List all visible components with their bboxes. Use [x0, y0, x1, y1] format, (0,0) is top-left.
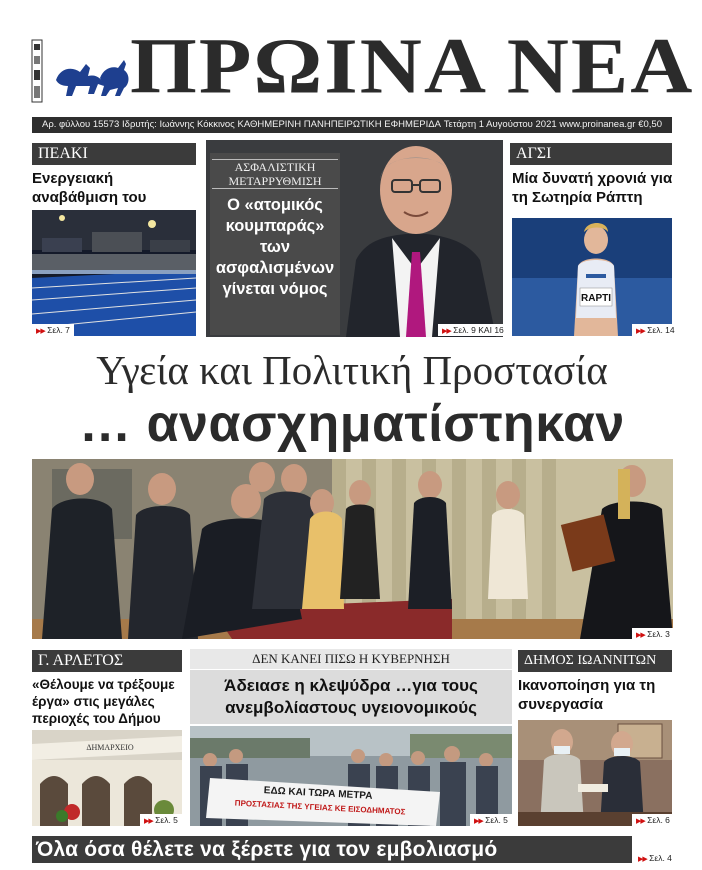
price-text: €0,50	[638, 119, 662, 130]
page-ref-main[interactable]	[632, 628, 674, 640]
bottom-center-headline[interactable]: Άδειασε η κλεψύδρα …για τους ανεμβολίαστους υγειονομικούς	[190, 670, 512, 724]
masthead-info-bar	[32, 117, 672, 133]
issue-number: Αρ. φύλλου 15573	[42, 119, 120, 130]
founder-text: Ιδρυτής: Ιωάννης Κόκκινος	[122, 119, 235, 130]
page-ref-text: Σελ. 5	[155, 815, 178, 825]
feature-text-panel	[210, 153, 340, 335]
arrow-icon: ▶▶	[144, 818, 153, 825]
top-right-headline[interactable]: Μία δυνατή χρονιά για τη Σωτηρία Ράπτη	[512, 170, 673, 206]
top-left-headline[interactable]: Ενεργειακή αναβάθμιση του	[32, 170, 147, 206]
tagline-text: ΚΑΘΗΜΕΡΙΝΗ ΠΑΝΗΠΕΙΡΩΤΙΚΗ ΕΦΗΜΕΡΙΔΑ	[237, 119, 441, 130]
swearing-in-ceremony-photo	[32, 459, 673, 639]
newspaper-logo-emblem	[30, 38, 140, 110]
section-label-agsi: ΑΓΣΙ	[510, 143, 672, 165]
page-ref-text: Σελ. 9 ΚΑΙ 16	[453, 325, 504, 335]
arrow-icon: ▶▶	[442, 328, 451, 335]
page-ref-top-center[interactable]	[438, 324, 508, 336]
feature-kicker	[210, 153, 340, 189]
bib-text: RAPTI	[581, 293, 611, 304]
website-text: www.proinanea.gr	[559, 119, 636, 130]
arrow-icon: ▶▶	[638, 856, 647, 863]
protest-photo	[190, 726, 512, 826]
pool-photo	[32, 210, 196, 336]
town-hall-photo	[32, 730, 182, 826]
page-ref-text: Σελ. 3	[647, 629, 670, 639]
page-ref-text: Σελ. 5	[485, 815, 508, 825]
arrow-icon: ▶▶	[474, 818, 483, 825]
banner-line2: ΠΡΟΣΤΑΣΙΑΣ ΤΗΣ ΥΓΕΙΑΣ ΚΕ ΕΙΣΟΔΗΜΑΤΟΣ	[234, 798, 406, 817]
newspaper-masthead-title: ΠΡΩΙΝΑ ΝΕΑ	[130, 21, 695, 111]
section-label-peaki: ΠΕΑΚΙ	[32, 143, 196, 165]
arrow-icon: ▶▶	[36, 328, 45, 335]
page-ref-text: Σελ. 14	[647, 325, 675, 335]
arrow-icon: ▶▶	[636, 818, 645, 825]
page-ref-footer[interactable]	[634, 852, 676, 864]
page-ref-text: Σελ. 7	[47, 325, 70, 335]
arrow-icon: ▶▶	[636, 328, 645, 335]
meeting-photo	[518, 720, 672, 826]
bottom-left-headline[interactable]: «Θέλουμε να τρέξουμε έργα» στις μεγάλες περιοχές του Δήμου	[32, 677, 175, 726]
page-ref-bottom-right[interactable]	[632, 814, 674, 826]
main-headline-line2[interactable]: … ανασχηματίστηκαν	[79, 395, 625, 453]
section-label-arletos: Γ. ΑΡΛΕΤΟΣ	[32, 650, 182, 672]
page-ref-text: Σελ. 4	[649, 853, 672, 863]
issue-date: Τετάρτη 1 Αυγούστου 2021	[443, 119, 557, 130]
section-label-dimos-ioannitwn: ΔΗΜΟΣ ΙΩΑΝΝΙΤΩΝ	[518, 650, 672, 672]
building-sign-text: ΔΗΜΑΡΧΕΙΟ	[86, 743, 134, 752]
page-ref-top-right[interactable]	[632, 324, 679, 336]
bottom-right-headline[interactable]: Ικανοποίηση για τη συνεργασία	[518, 677, 656, 713]
arrow-icon: ▶▶	[636, 632, 645, 639]
feature-headline[interactable]: Ο «ατομικός κουμπαράς» των ασφαλισμένων γίνεται νόμος	[215, 196, 335, 298]
bottom-center-kicker: ΔΕΝ ΚΑΝΕΙ ΠΙΣΩ Η ΚΥΒΕΡΝΗΣΗ	[190, 649, 512, 669]
page-ref-text: Σελ. 6	[647, 815, 670, 825]
main-headline-line1[interactable]: Υγεία και Πολιτική Προστασία	[96, 347, 608, 393]
page-ref-bottom-center[interactable]	[470, 814, 512, 826]
footer-headline[interactable]: Όλα όσα θέλετε να ξέρετε για τον εμβολιασμό	[32, 836, 632, 863]
page-ref-bottom-left[interactable]	[140, 814, 182, 826]
athlete-photo	[512, 218, 675, 336]
page-ref-top-left[interactable]	[32, 324, 74, 336]
feature-kicker-text: ΑΣΦΑΛΙΣΤΙΚΗ ΜΕΤΑΡΡΥΘΜΙΣΗ	[212, 159, 338, 189]
banner-line1: ΕΔΩ ΚΑΙ ΤΩΡΑ ΜΕΤΡΑ	[263, 785, 373, 802]
